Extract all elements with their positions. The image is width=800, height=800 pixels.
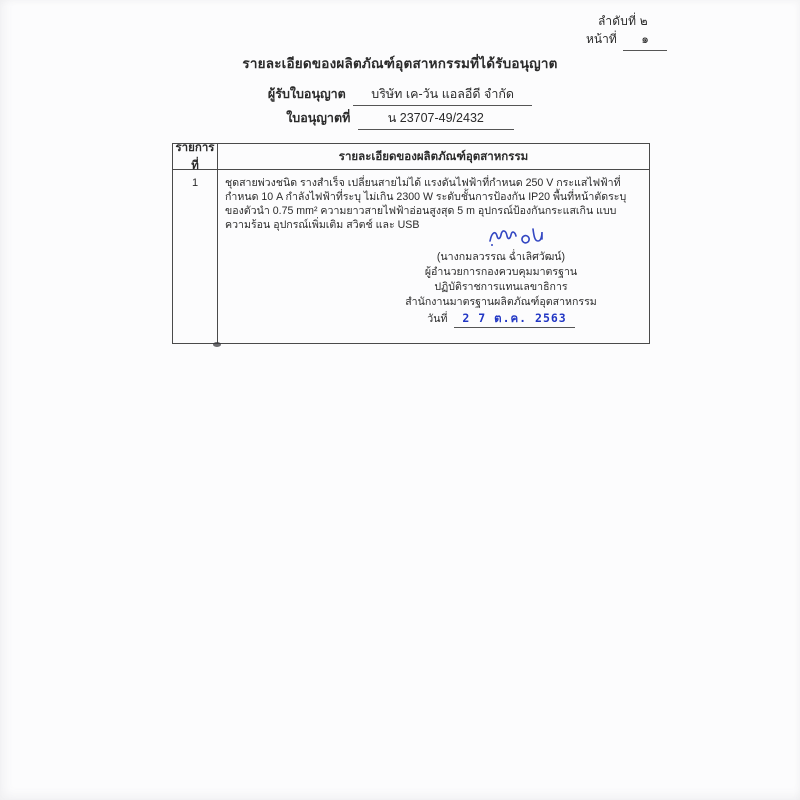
page-number-label: หน้าที่ [586, 32, 617, 46]
column-header-item-no: รายการที่ [173, 144, 218, 169]
column-header-description: รายละเอียดของผลิตภัณฑ์อุตสาหกรรม [338, 150, 529, 163]
signatory-position-1: ผู้อำนวยการกองควบคุมมาตรฐาน [424, 266, 578, 278]
signatory-organization: สำนักงานมาตรฐานผลิตภัณฑ์อุตสาหกรรม [405, 296, 597, 308]
signatory-name: (นางกมลวรรณ ฉ่ำเลิศวัฒน์) [436, 251, 566, 263]
date-label: วันที่ [427, 313, 448, 325]
signature-path-o [522, 236, 529, 243]
item-number-cell: 1 [173, 170, 218, 343]
signature-path [490, 231, 516, 241]
document-title: รายละเอียดของผลิตภัณฑ์อุตสาหกรรมที่ได้รับอนุญาต [242, 56, 558, 71]
license-number-row [0, 108, 800, 130]
licensee-value: บริษัท เค-วัน แอลอีดี จำกัด [353, 84, 532, 106]
ink-smudge [213, 342, 221, 347]
date-line [370, 311, 632, 328]
licensee-label: ผู้รับใบอนุญาต [267, 87, 346, 101]
product-description-cell: ชุดสายพ่วงชนิด รางสำเร็จ เปลี่ยนสายไม่ได้ แรงดันไฟฟ้าที่กำหนด 250 V กระแสไฟฟ้าที่กำหนด 10 A กำลังไฟฟ้าที่ระบุ ไม่เกิน 2300 W ระดับชั้นการป้องกัน IP20 พื้นที่หน้าตัดระบุของตัวนำ 0.75 mm² ความยาวสายไฟฟ้าอ่อนสูงสุด 5 m อุปกรณ์ป้องกันกระแสเกิน แบบความร้อน อุปกรณ์เพิ่มเติม สวิตช์ และ USB [225, 177, 627, 231]
order-number-label: ลำดับที่ ๒ [598, 14, 648, 28]
page-number-value: ๑ [623, 30, 667, 51]
license-number-label: ใบอนุญาตที่ [286, 111, 351, 125]
signature-path-tail [533, 229, 542, 241]
license-number-value: น 23707-49/2432 [358, 108, 514, 130]
signature-block [370, 226, 632, 328]
page-number-line [586, 30, 667, 51]
handwritten-signature-icon [488, 226, 548, 248]
table-header-row [173, 141, 649, 172]
licensee-row [0, 84, 800, 106]
signatory-position-2: ปฏิบัติราชการแทนเลขาธิการ [434, 281, 568, 293]
signature-dot [491, 244, 493, 246]
date-stamp: 2 7 ต.ค. 2563 [454, 311, 574, 328]
